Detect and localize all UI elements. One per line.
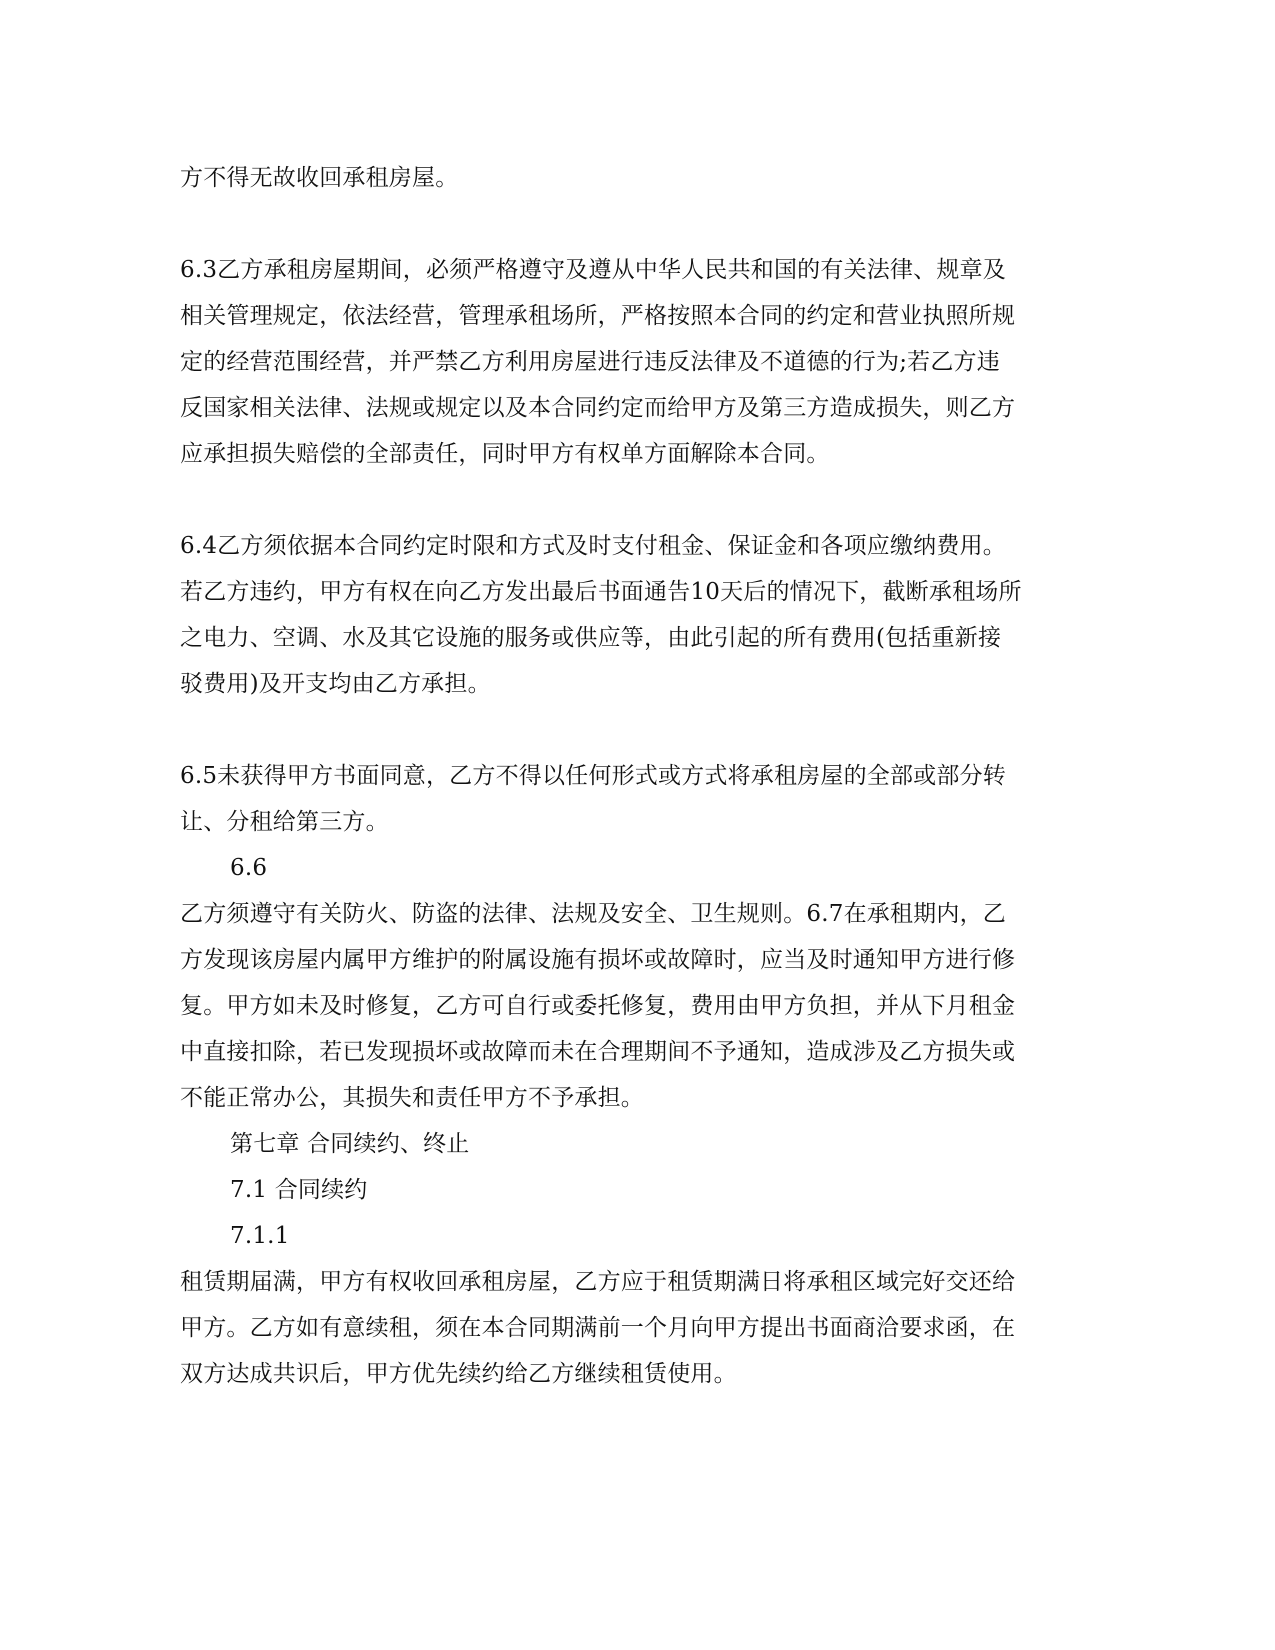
text-line: 若乙方违约，甲方有权在向乙方发出最后书面通告10天后的情况下，截断承租场所 — [180, 579, 1022, 605]
text-line: 让、分租给第三方。 — [180, 809, 389, 835]
text-line: 方发现该房屋内属甲方维护的附属设施有损坏或故障时，应当及时通知甲方进行修 — [180, 947, 1016, 973]
text-line: 6.4乙方须依据本合同约定时限和方式及时支付租金、保证金和各项应缴纳费用。 — [180, 533, 1006, 559]
text-line: 乙方须遵守有关防火、防盗的法律、法规及安全、卫生规则。6.7在承租期内，乙 — [180, 901, 1006, 927]
text-line: 方不得无故收回承租房屋。 — [180, 165, 459, 191]
text-line: 定的经营范围经营，并严禁乙方利用房屋进行违反法律及不道德的行为;若乙方违 — [180, 349, 1000, 375]
chapter-heading: 第七章 合同续约、终止 — [230, 1131, 470, 1157]
text-line: 复。甲方如未及时修复，乙方可自行或委托修复，费用由甲方负担，并从下月租金 — [180, 993, 1016, 1019]
text-line: 不能正常办公，其损失和责任甲方不予承担。 — [180, 1085, 644, 1111]
text-line: 驳费用)及开支均由乙方承担。 — [180, 671, 491, 697]
text-line: 6.5未获得甲方书面同意，乙方不得以任何形式或方式将承租房屋的全部或部分转 — [180, 763, 1006, 789]
text-line: 之电力、空调、水及其它设施的服务或供应等，由此引起的所有费用(包括重新接 — [180, 625, 1002, 651]
section-number: 6.6 — [230, 855, 268, 881]
text-line: 6.3乙方承租房屋期间，必须严格遵守及遵从中华人民共和国的有关法律、规章及 — [180, 257, 1006, 283]
text-line: 甲方。乙方如有意续租，须在本合同期满前一个月向甲方提出书面商洽要求函，在 — [180, 1315, 1016, 1341]
text-line: 租赁期届满，甲方有权收回承租房屋，乙方应于租赁期满日将承租区域完好交还给 — [180, 1269, 1016, 1295]
text-line: 应承担损失赔偿的全部责任，同时甲方有权单方面解除本合同。 — [180, 441, 830, 467]
section-heading: 7.1 合同续约 — [230, 1177, 368, 1203]
section-number: 7.1.1 — [230, 1223, 290, 1249]
text-line: 中直接扣除，若已发现损坏或故障而未在合理期间不予通知，造成涉及乙方损失或 — [180, 1039, 1016, 1065]
text-line: 相关管理规定，依法经营，管理承租场所，严格按照本合同的约定和营业执照所规 — [180, 303, 1016, 329]
text-line: 反国家相关法律、法规或规定以及本合同约定而给甲方及第三方造成损失，则乙方 — [180, 395, 1016, 421]
text-line: 双方达成共识后，甲方优先续约给乙方继续租赁使用。 — [180, 1361, 737, 1387]
